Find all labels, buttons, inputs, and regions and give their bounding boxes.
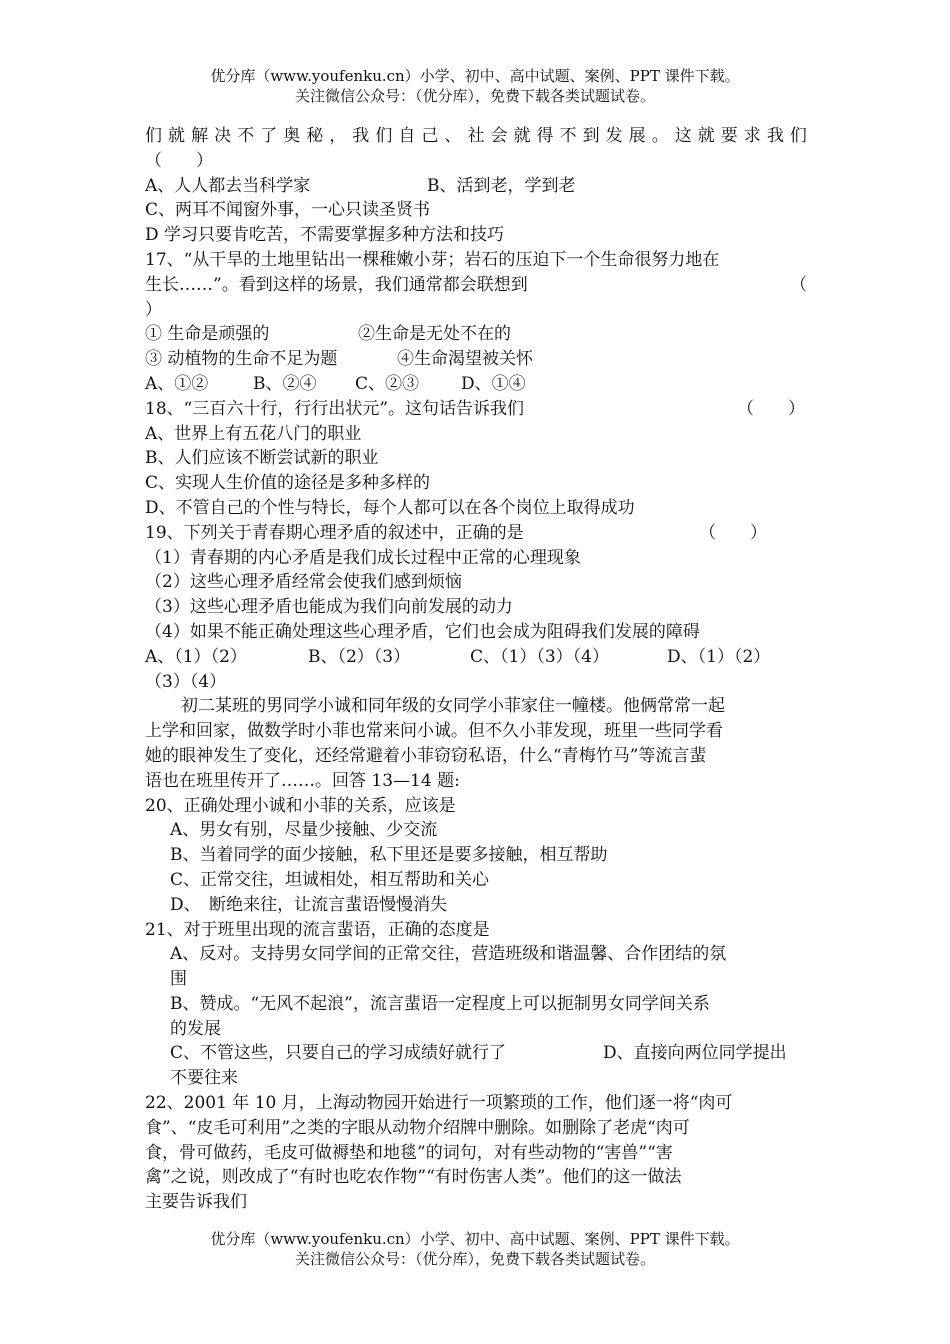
q16-option-b: B、活到老，学到老 bbox=[427, 175, 576, 196]
q16-char: 发 bbox=[605, 126, 623, 146]
q17-statement-4: ④生命渴望被关怀 bbox=[397, 349, 533, 370]
q19-bracket: （ ） bbox=[699, 522, 767, 543]
q16-char: 展 bbox=[628, 126, 646, 146]
passage-line-2: 上学和回家，做数学时小菲也常来问小诚。但不久小菲发现，班里一些同学看 bbox=[145, 721, 723, 742]
q16-char: 得 bbox=[536, 126, 554, 146]
q17-bracket-open: （ bbox=[790, 274, 807, 295]
footer-line-1: 优分库（www.youfenku.cn）小学、初中、高中试题、案例、PPT 课件下载。 bbox=[210, 1230, 740, 1248]
q17-options bbox=[145, 372, 807, 397]
q19-stem: 19、下列关于青春期心理矛盾的叙述中，正确的是 bbox=[145, 522, 524, 543]
q17-statement-3: ③ 动植物的生命不足为题 bbox=[145, 349, 338, 370]
q16-char: 就 bbox=[168, 126, 186, 146]
q19-option-d-continued: （3）（4） bbox=[145, 671, 227, 692]
q17-option-b: B、②④ bbox=[253, 373, 317, 394]
passage-line-3: 她的眼神发生了变化，还经常避着小菲窃窃私语，什么“青梅竹马”等流言蜚 bbox=[145, 745, 707, 766]
q16-char: 我 bbox=[766, 126, 784, 146]
q16-char: 了 bbox=[260, 126, 278, 146]
q21-option-a-line-1: A、反对。支持男女同学间的正常交往，营造班级和谐温馨、合作团结的氛 bbox=[170, 944, 727, 965]
q21-option-d: D、直接向两位同学提出 bbox=[603, 1043, 787, 1064]
q17-statements-34 bbox=[145, 347, 807, 372]
page-header bbox=[0, 66, 950, 106]
q17-stem-line-1: 17、“从干旱的土地里钻出一棵稚嫩小芽；岩石的压迫下一个生命很努力地在 bbox=[145, 249, 720, 270]
q16-char: 这 bbox=[674, 126, 692, 146]
q16-char: ， bbox=[329, 126, 347, 146]
q22-line-2: 食”、“皮毛可利用”之类的字眼从动物介绍牌中删除。如删除了老虎“肉可 bbox=[145, 1117, 690, 1138]
q21-option-b-line-1: B、赞成。“无风不起浪”，流言蜚语一定程度上可以扼制男女同学间关系 bbox=[170, 993, 710, 1014]
q21-option-c: C、不管这些，只要自己的学习成绩好就行了 bbox=[170, 1043, 507, 1064]
q17-option-c: C、②③ bbox=[355, 373, 420, 394]
q18-stem: 18、“三百六十行，行行出状元”。这句话告诉我们 bbox=[145, 398, 525, 419]
q21-stem: 21、对于班里出现的流言蜚语，正确的态度是 bbox=[145, 919, 490, 940]
q19-statement-4: （4）如果不能正确处理这些心理矛盾，它们也会成为阻碍我们发展的障碍 bbox=[145, 621, 700, 642]
q16-char: 求 bbox=[743, 126, 761, 146]
q19-stem-line bbox=[145, 521, 807, 546]
q17-stem-line-2 bbox=[145, 273, 807, 298]
q18-option-d: D、不管自己的个性与特长，每个人都可以在各个岗位上取得成功 bbox=[145, 497, 635, 518]
exam-content bbox=[145, 124, 807, 1215]
q22-line-1: 22、2001 年 10 月，上海动物园开始进行一项繁琐的工作，他们逐一将“肉可 bbox=[145, 1093, 733, 1114]
q17-stem-text: 生长……”。看到这样的场景，我们通常都会联想到 bbox=[145, 274, 528, 295]
q16-char: 。 bbox=[651, 126, 669, 146]
q16-char: 秘 bbox=[306, 126, 324, 146]
q22-line-3: 食，骨可做药，毛皮可做褥垫和地毯”的词句，对有些动物的“害兽”“害 bbox=[145, 1142, 673, 1163]
page-footer bbox=[0, 1229, 950, 1269]
q16-option-d: D 学习只要肯吃苦，不需要掌握多种方法和技巧 bbox=[145, 225, 505, 246]
q16-option-a: A、人人都去当科学家 bbox=[145, 175, 311, 196]
q20-option-a: A、男女有别，尽量少接触、少交流 bbox=[170, 820, 438, 841]
q19-statement-3: （3）这些心理矛盾也能成为我们向前发展的动力 bbox=[145, 597, 513, 618]
q19-option-c: C、（1）（3）（4） bbox=[470, 646, 609, 667]
q16-char: 奥 bbox=[283, 126, 301, 146]
header-line-2: 关注微信公众号：（优分库），免费下载各类试题试卷。 bbox=[294, 87, 655, 105]
q16-char: 解 bbox=[191, 126, 209, 146]
q19-statement-2: （2）这些心理矛盾经常会使我们感到烦恼 bbox=[145, 572, 462, 593]
q20-stem: 20、正确处理小诚和小菲的关系，应该是 bbox=[145, 795, 456, 816]
q16-char: 社 bbox=[467, 126, 485, 146]
q16-char: 不 bbox=[237, 126, 255, 146]
q16-options-ab bbox=[145, 174, 807, 199]
q19-option-b: B、（2）（3） bbox=[308, 646, 411, 667]
q22-line-5: 主要告诉我们 bbox=[145, 1192, 247, 1213]
footer-line-2: 关注微信公众号：（优分库），免费下载各类试题试卷。 bbox=[294, 1250, 655, 1268]
passage-line-4: 语也在班里传开了……。回答 13—14 题: bbox=[145, 770, 460, 791]
q19-statement-1: （1）青春期的内心矛盾是我们成长过程中正常的心理现象 bbox=[145, 547, 581, 568]
q19-option-a: A、（1）（2） bbox=[145, 646, 247, 667]
q16-char: 不 bbox=[559, 126, 577, 146]
passage-line-1: 初二某班的男同学小诚和同年级的女同学小菲家住一幢楼。他俩常常一起 bbox=[181, 696, 725, 717]
q16-char: 们 bbox=[789, 126, 807, 146]
q18-stem-line bbox=[145, 397, 807, 422]
q16-char: 会 bbox=[490, 126, 508, 146]
q16-char: 就 bbox=[513, 126, 531, 146]
q16-char: 要 bbox=[720, 126, 738, 146]
q18-option-a: A、世界上有五花八门的职业 bbox=[145, 423, 362, 444]
q18-bracket: （ ） bbox=[737, 398, 805, 419]
q16-bracket: （ ） bbox=[145, 150, 213, 171]
q17-statement-1: ① 生命是顽强的 bbox=[145, 324, 270, 345]
q16-continuation-line bbox=[145, 124, 807, 149]
q22-line-4: 禽”之说，则改成了“有时也吃农作物”“有时伤害人类”。他们的这一做法 bbox=[145, 1167, 682, 1188]
q17-statement-2: ②生命是无处不在的 bbox=[358, 324, 511, 345]
q20-option-b: B、当着同学的面少接触，私下里还是要多接触，相互帮助 bbox=[170, 845, 608, 866]
q18-option-c: C、实现人生价值的途径是多种多样的 bbox=[145, 473, 431, 494]
q16-char: 我 bbox=[352, 126, 370, 146]
q20-option-d: D、 断绝来往，让流言蜚语慢慢消失 bbox=[170, 894, 448, 915]
q21-option-d-continued: 不要往来 bbox=[170, 1068, 238, 1089]
header-line-1: 优分库（www.youfenku.cn）小学、初中、高中试题、案例、PPT 课件下载。 bbox=[210, 67, 740, 85]
q19-options bbox=[145, 645, 807, 670]
q21-options-cd bbox=[145, 1041, 807, 1066]
q17-statements-12 bbox=[145, 322, 807, 347]
q16-char: 们 bbox=[145, 126, 162, 146]
q16-char: 们 bbox=[375, 126, 393, 146]
q19-option-d: D、（1）（2） bbox=[667, 646, 771, 667]
q21-option-a-line-2: 围 bbox=[170, 969, 187, 990]
q17-bracket-close: ） bbox=[145, 299, 162, 320]
q16-char: 自 bbox=[398, 126, 416, 146]
q16-char: 决 bbox=[214, 126, 232, 146]
q20-option-c: C、正常交往，坦诚相处，相互帮助和关心 bbox=[170, 869, 490, 890]
q16-option-c: C、两耳不闻窗外事，一心只读圣贤书 bbox=[145, 200, 431, 221]
q16-char: 、 bbox=[444, 126, 462, 146]
q17-option-a: A、①② bbox=[145, 373, 209, 394]
q18-option-b: B、人们应该不断尝试新的职业 bbox=[145, 448, 379, 469]
q16-char: 到 bbox=[582, 126, 600, 146]
q16-char: 就 bbox=[697, 126, 715, 146]
q16-char: 己 bbox=[421, 126, 439, 146]
q17-option-d: D、①④ bbox=[461, 373, 526, 394]
q21-option-b-line-2: 的发展 bbox=[170, 1018, 221, 1039]
